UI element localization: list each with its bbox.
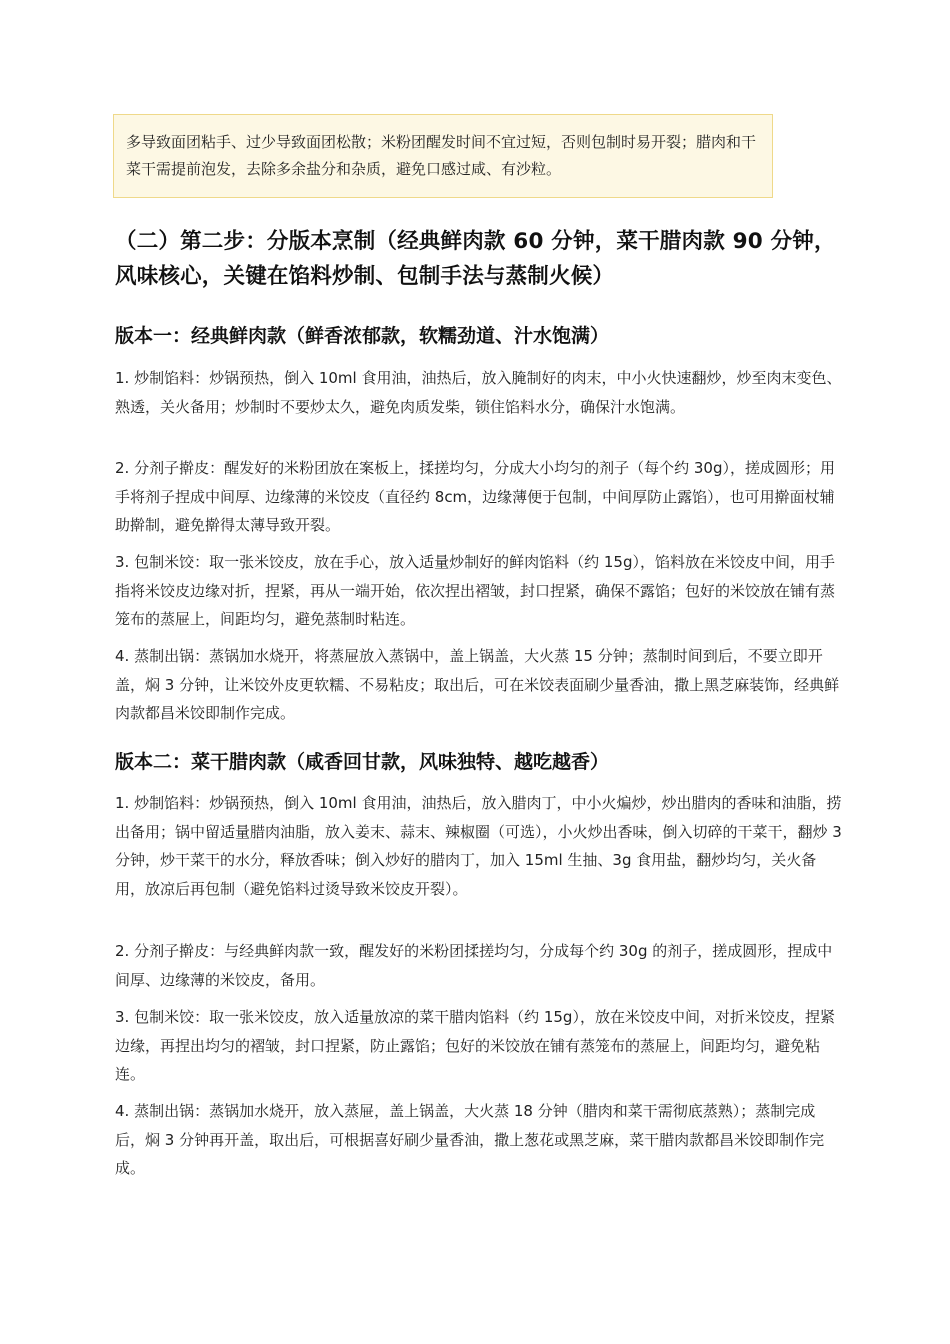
version-one-step-2: 2. 分剂子擀皮：醒发好的米粉团放在案板上，揉搓均匀，分成大小均匀的剂子（每个约 30g），搓成圆形；用手将剂子捏成中间厚、边缘薄的米饺皮（直径约 8cm，边缘薄便于包制，中间厚防止露馅），也可用擀面杖辅助擀制，避免擀得太薄导致开裂。 — [115, 459, 835, 534]
version-one-step-1: 1. 炒制馅料：炒锅预热，倒入 10ml 食用油，油热后，放入腌制好的肉末，中小火快速翻炒，炒至肉末变色、熟透，关火备用；炒制时不要炒太久，避免肉质发柴，锁住馅料水分，确保汁水饱满。 — [115, 369, 842, 416]
version-two-step-2: 2. 分剂子擀皮：与经典鲜肉款一致，醒发好的米粉团揉搓均匀，分成每个约 30g 的剂子，搓成圆形，捏成中间厚、边缘薄的米饺皮，备用。 — [115, 942, 833, 989]
version-one-step-4: 4. 蒸制出锅：蒸锅加水烧开，将蒸屉放入蒸锅中，盖上锅盖，大火蒸 15 分钟；蒸制时间到后，不要立即开盖，焖 3 分钟，让米饺外皮更软糯、不易粘皮；取出后，可在米饺表面刷少量香油，撒上黑芝麻装饰，经典鲜肉款都昌米饺即制作完成。 — [115, 647, 840, 722]
version-one-title: 版本一：经典鲜肉款（鲜香浓郁款，软糯劲道、汁水饱满） — [115, 325, 610, 347]
tip-note-text: 多导致面团粘手、过少导致面团松散；米粉团醒发时间不宜过短，否则包制时易开裂；腊肉和干菜干需提前泡发，去除多余盐分和杂质，避免口感过咸、有沙粒。 — [126, 133, 757, 178]
version-two-step-4: 4. 蒸制出锅：蒸锅加水烧开，放入蒸屉，盖上锅盖，大火蒸 18 分钟（腊肉和菜干需彻底蒸熟）；蒸制完成后，焖 3 分钟再开盖，取出后，可根据喜好刷少量香油，撒上葱花或黑芝麻，菜干腊肉款都昌米饺即制作完成。 — [115, 1102, 825, 1177]
version-two-title: 版本二：菜干腊肉款（咸香回甘款，风味独特、越吃越香） — [115, 751, 610, 773]
version-two-step-1: 1. 炒制馅料：炒锅预热，倒入 10ml 食用油，油热后，放入腊肉丁，中小火煸炒，炒出腊肉的香味和油脂，捞出备用；锅中留适量腊肉油脂，放入姜末、蒜末、辣椒圈（可选），小火炒出香味，倒入切碎的干菜干，翻炒 3 分钟，炒干菜干的水分，释放香味；倒入炒好的腊肉丁，加入 15ml 生抽、3g 食用盐，翻炒均匀，关火备用，放凉后再包制（避免馅料过烫导致米饺皮开裂）。 — [115, 794, 842, 898]
section-title: （二）第二步：分版本烹制（经典鲜肉款 60 分钟，菜干腊肉款 90 分钟，风味核心，关键在馅料炒制、包制手法与蒸制火候） — [115, 229, 836, 289]
version-two-step-3: 3. 包制米饺：取一张米饺皮，放入适量放凉的菜干腊肉馅料（约 15g），放在米饺皮中间，对折米饺皮，捏紧边缘，再捏出均匀的褶皱，封口捏紧，防止露馅；包好的米饺放在铺有蒸笼布的蒸屉上，间距均匀，避免粘连。 — [115, 1008, 835, 1083]
tip-note-box — [113, 114, 773, 198]
version-one-step-3: 3. 包制米饺：取一张米饺皮，放在手心，放入适量炒制好的鲜肉馅料（约 15g），馅料放在米饺皮中间，用手指将米饺皮边缘对折，捏紧，再从一端开始，依次捏出褶皱，封口捏紧，确保不露馅；包好的米饺放在铺有蒸笼布的蒸屉上，间距均匀，避免蒸制时粘连。 — [115, 553, 836, 628]
